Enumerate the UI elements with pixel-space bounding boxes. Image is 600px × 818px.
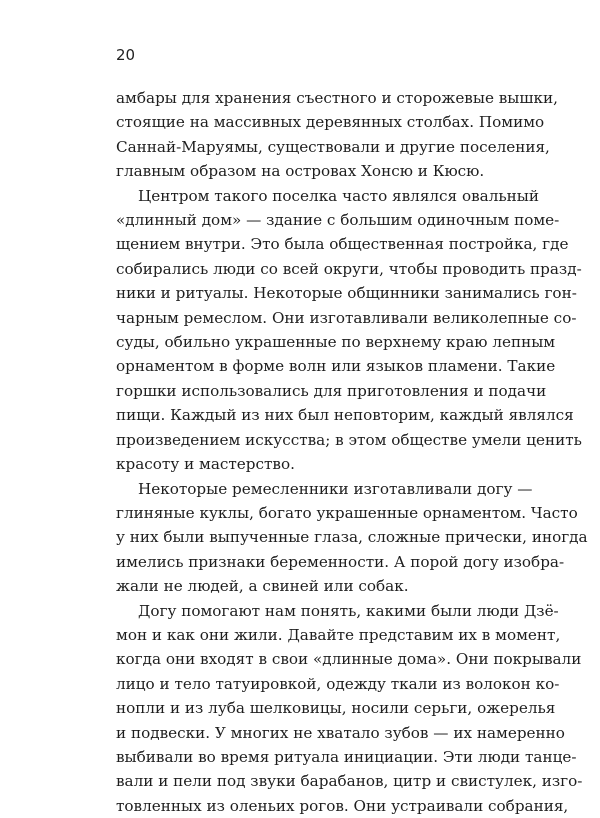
- text-line: Некоторые ремесленники изготавливали догу —: [138, 479, 533, 498]
- text-line: произведением искусства; в этом обществе умели ценить: [116, 430, 582, 449]
- text-line: у них были выпученные глаза, сложные прически, иногда: [116, 528, 588, 547]
- text-line: стоящие на массивных деревянных столбах. Помимо: [116, 113, 545, 132]
- text-line: вали и пели под звуки барабанов, цитр и свистулек, изго-: [116, 772, 583, 791]
- text-line: красоту и мастерство.: [116, 455, 295, 474]
- text-line: щением внутри. Это была общественная постройка, где: [116, 235, 569, 254]
- text-line: «длинный дом» — здание с большим одиночным поме-: [116, 211, 560, 230]
- text-line: собирались люди со всей округи, чтобы проводить празд-: [116, 259, 582, 278]
- text-line: когда они входят в свои «длинные дома». Они покрывали: [116, 650, 582, 669]
- text-line: мон и как они жили. Давайте представим их в момент,: [116, 625, 561, 644]
- body-text: [116, 86, 588, 818]
- text-line: товленных из оленьих рогов. Они устраивали собрания,: [116, 796, 569, 815]
- text-line: имелись признаки беременности. А порой догу изобра-: [116, 552, 565, 571]
- text-line: лицо и тело татуировкой, одежду ткали из волокон ко-: [116, 674, 560, 693]
- text-line: выбивали во время ритуала инициации. Эти люди танце-: [116, 747, 577, 766]
- text-line: и подвески. У многих не хватало зубов — их намеренно: [116, 723, 565, 742]
- text-line: пищи. Каждый из них был неповторим, каждый являлся: [116, 406, 574, 425]
- page-number: 20: [116, 46, 136, 64]
- text-line: нопли и из луба шелковицы, носили серьги, ожерелья: [116, 699, 556, 718]
- text-line: горшки использовались для приготовления и подачи: [116, 381, 547, 400]
- text-line: Саннай-Маруямы, существовали и другие поселения,: [116, 137, 550, 156]
- text-line: главным образом на островах Хонсю и Кюсю.: [116, 162, 485, 181]
- text-line: чарным ремеслом. Они изготавливали великолепные со-: [116, 308, 577, 327]
- text-line: ники и ритуалы. Некоторые общинники занимались гон-: [116, 284, 577, 303]
- text-line: Центром такого поселка часто являлся овальный: [138, 186, 539, 205]
- text-line: орнаментом в форме волн или языков пламени. Такие: [116, 357, 556, 376]
- text-line: глиняные куклы, богато украшенные орнаментом. Часто: [116, 503, 578, 522]
- text-line: Догу помогают нам понять, какими были люди Дзё-: [138, 601, 559, 620]
- text-line: амбары для хранения съестного и сторожевые вышки,: [116, 89, 558, 107]
- text-line: суды, обильно украшенные по верхнему краю лепным: [116, 333, 556, 352]
- text-line: жали не людей, а свиней или собак.: [116, 577, 409, 596]
